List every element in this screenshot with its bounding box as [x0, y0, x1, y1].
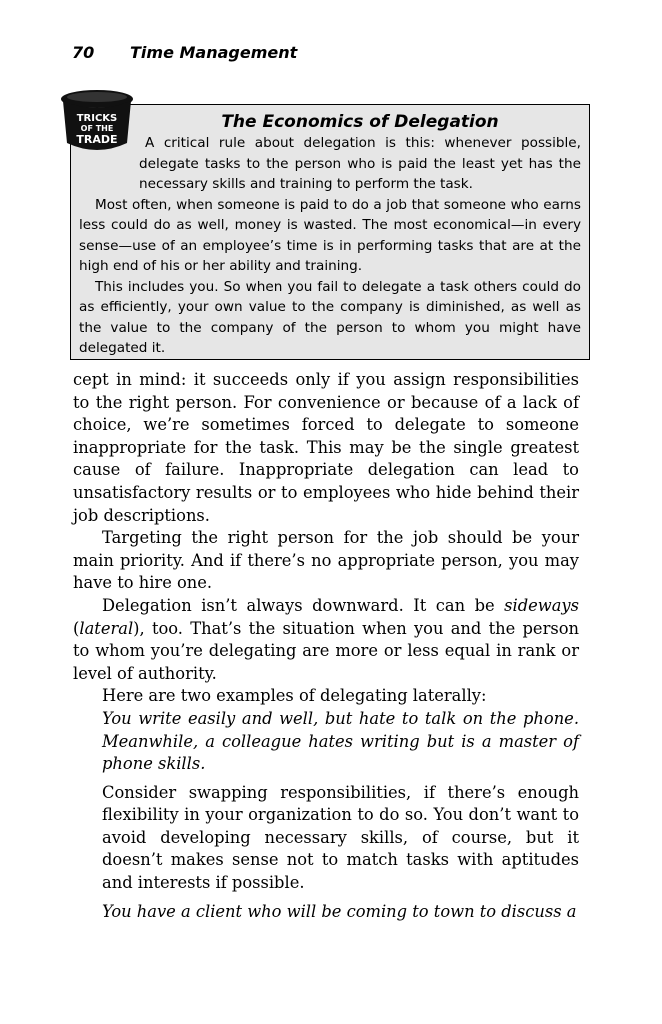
body-paragraph: cept in mind: it succeeds only if you assign responsibilities to the right person. For convenience or because of a lack of choice, we’re sometimes forced to delegate to someone inappropriate for the task. This may be the single greatest cause of failure. Inappropriate delegation can lead to unsatisfactory results or to employees who hide behind their job descriptions.: [73, 370, 579, 525]
text-run: ), too. That’s the situation when you and the person to whom you’re delegating are more or less equal in rank or level of authority.: [73, 618, 579, 683]
main-text: [73, 369, 579, 923]
text-run: Delegation isn’t always downward. It can be: [102, 595, 505, 615]
tricks-of-the-trade-hat-icon: [57, 87, 137, 159]
logo-line-3: TRADE: [76, 133, 118, 146]
example-paragraph: You write easily and well, but hate to talk on the phone. Meanwhile, a colleague hates writing but is a master of phone skills.: [102, 708, 579, 774]
body-paragraph: Targeting the right person for the job should be your main priority. And if there’s no appropriate person, you may have to hire one.: [73, 528, 579, 593]
logo-line-2: OF THE: [80, 124, 114, 133]
tricks-of-the-trade-sidebar: [70, 104, 590, 360]
sidebar-paragraph: This includes you. So when you fail to delegate a task others could do as efficiently, your own value to the company is diminished, as well as the value to the company of the person to whom you might have delegated it.: [79, 278, 581, 356]
example-paragraph: You have a client who will be coming to town to discuss a: [102, 901, 577, 921]
logo-line-1: TRICKS: [76, 113, 118, 124]
emphasis-lateral: lateral: [79, 618, 134, 638]
sidebar-paragraph: Most often, when someone is paid to do a job that someone who earns less could do as well, money is wasted. The most economical—in every sense—use of an employee’s time is in performing tasks that are at the high end of his or her ability and training.: [79, 196, 581, 274]
advice-paragraph: Consider swapping responsibilities, if there’s enough flexibility in your organization to do so. You don’t want to avoid developing necessary skills, of course, but it doesn’t makes sense not to match tasks with aptitudes and interests if possible.: [102, 782, 579, 893]
book-title: Time Management: [130, 43, 298, 62]
running-header: [72, 42, 297, 64]
emphasis-sideways: sideways: [504, 595, 579, 615]
sidebar-title: The Economics of Delegation: [221, 112, 499, 132]
text-run: (: [73, 618, 80, 638]
page-number: 70: [72, 43, 95, 62]
sidebar-paragraph: A critical rule about delegation is this: whenever possible, delegate tasks to the person who is paid the least yet has the necessary skills and training to perform the task.: [139, 135, 581, 192]
body-paragraph: [73, 595, 579, 685]
body-paragraph: Here are two examples of delegating laterally:: [102, 686, 487, 706]
